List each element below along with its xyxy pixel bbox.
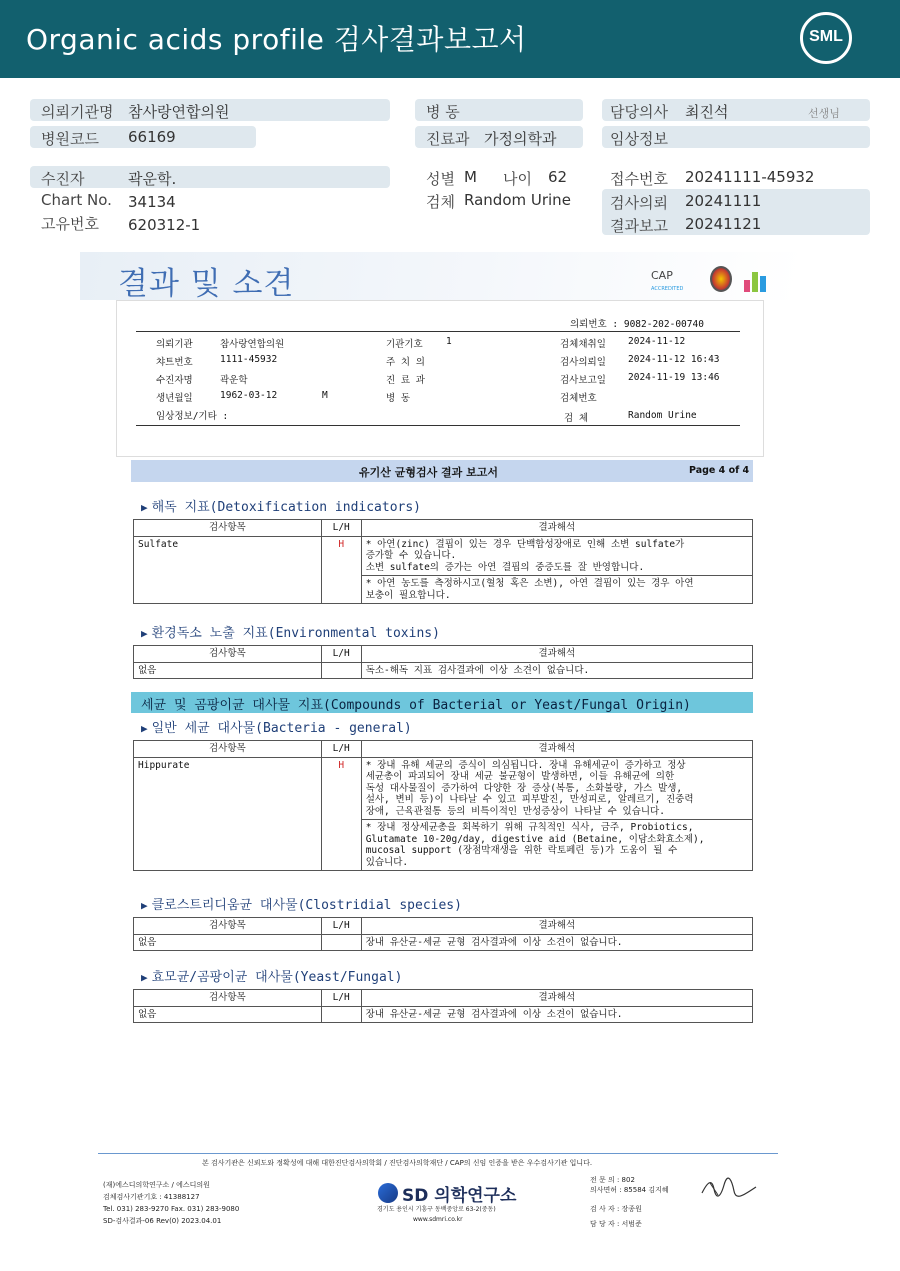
sml-logo bbox=[800, 12, 852, 64]
triangle-icon: ▶ bbox=[141, 722, 148, 735]
request-number: 의뢰번호 : 9082-202-00740 bbox=[570, 319, 704, 330]
report-header bbox=[0, 0, 900, 78]
col-item: 검사항목 bbox=[134, 520, 322, 537]
report-title: 결과 및 소견 bbox=[118, 266, 295, 302]
uid-value: 620312-1 bbox=[128, 216, 201, 234]
doctor-value: 최진석 bbox=[685, 103, 729, 121]
dept-label: 진료과 bbox=[426, 130, 470, 148]
certification-text: 본 검사기관은 신뢰도와 정확성에 대해 대한진단검사의학회 / 진단검사의학재단 / CAP의 신임 인증을 받은 우수검사기관 입니다. bbox=[202, 1159, 593, 1167]
label-collect-date: 검체채취일 bbox=[560, 339, 606, 350]
col-item: 검사항목 bbox=[134, 918, 322, 935]
label-specimen: 검 체 bbox=[564, 413, 589, 424]
specimen-label: 검체 bbox=[426, 193, 455, 211]
col-lh: L/H bbox=[321, 918, 361, 935]
table-header-row bbox=[134, 918, 753, 935]
table-bacteria bbox=[133, 740, 753, 871]
result-note: * 장내 유해 세균의 증식이 의심됩니다. 장내 유해세균이 증가하고 정상 세균총이 파괴되어 장내 세균 불균형이 발생하면, 이들 유해균에 의한 독성 대사물질이 증가하여 다양한 장 증상(복통, 소화불량, 가스 발생, 설사, 변비 등)이 나타날 수 있고 피부발진, 만성피로, 알레르기, 진중력 장애, 근육관절통 등의 비특이적인 만성증상이 나타날 수 있습니다. bbox=[361, 757, 752, 820]
col-lh: L/H bbox=[321, 990, 361, 1007]
flag-high: H bbox=[321, 757, 361, 871]
table-detox bbox=[133, 519, 753, 604]
col-result: 결과해석 bbox=[361, 520, 752, 537]
lab-name: (재)에스디의학연구소 / 에스디의원 bbox=[103, 1181, 210, 1189]
sd-brand: SD 의학연구소 bbox=[402, 1186, 517, 1206]
value-specimen: Random Urine bbox=[628, 410, 697, 421]
signature-icon bbox=[700, 1175, 758, 1201]
section-detox-title: 해독 지표(Detoxification indicators) bbox=[151, 500, 422, 515]
table-row bbox=[134, 757, 753, 820]
table-clostridial bbox=[133, 917, 753, 951]
seal-icon bbox=[710, 266, 732, 292]
col-item: 검사항목 bbox=[134, 990, 322, 1007]
receipt-value: 20241111-45932 bbox=[685, 168, 815, 186]
table-row bbox=[134, 934, 753, 951]
result-report bbox=[80, 252, 798, 1047]
triangle-icon: ▶ bbox=[141, 971, 148, 984]
table-header-row bbox=[134, 990, 753, 1007]
value-collect-date: 2024-11-12 bbox=[628, 336, 686, 347]
table-env bbox=[133, 645, 753, 679]
section-yeast-title: 효모균/곰팡이균 대사물(Yeast/Fungal) bbox=[151, 970, 403, 985]
result-note: 장내 유산균-세균 균형 검사결과에 이상 소견이 없습니다. bbox=[361, 934, 752, 951]
specimen-value: Random Urine bbox=[464, 191, 571, 209]
form-revision: SD-검사결과-06 Rev(0) 2023.04.01 bbox=[103, 1217, 222, 1225]
label-report-date: 검사보고일 bbox=[560, 375, 606, 386]
col-item: 검사항목 bbox=[134, 646, 322, 663]
table-row bbox=[134, 662, 753, 679]
lab-code: 검체검사기관기호 : 41388127 bbox=[103, 1193, 200, 1201]
triangle-icon: ▶ bbox=[141, 899, 148, 912]
section-detox bbox=[141, 496, 421, 515]
report-banner bbox=[131, 460, 753, 482]
uid-label: 고유번호 bbox=[41, 215, 99, 233]
specialist-line: 전 문 의 : 802 bbox=[590, 1176, 635, 1184]
chart-label: Chart No. bbox=[41, 191, 112, 209]
value-sex: M bbox=[322, 390, 328, 401]
value-request-date: 2024-11-12 16:43 bbox=[628, 354, 720, 365]
col-result: 결과해석 bbox=[361, 990, 752, 1007]
section-clostridial-title: 클로스트리디움균 대사물(Clostridial species) bbox=[151, 898, 462, 913]
item-none: 없음 bbox=[134, 934, 322, 951]
banner-title: 유기산 균형검사 결과 보고서 bbox=[359, 466, 498, 479]
footer-divider bbox=[98, 1153, 778, 1154]
doctor-label: 담당의사 bbox=[610, 103, 668, 121]
page-title: Organic acids profile 검사결과보고서 bbox=[26, 23, 527, 56]
triangle-icon: ▶ bbox=[141, 501, 148, 514]
section-env-title: 환경독소 노출 지표(Environmental toxins) bbox=[151, 626, 440, 641]
dept-value: 가정의학과 bbox=[484, 130, 557, 148]
item-hippurate: Hippurate bbox=[134, 757, 322, 871]
age-value: 62 bbox=[548, 168, 568, 186]
request-value: 20241111 bbox=[685, 192, 762, 210]
sd-logo-icon bbox=[378, 1183, 398, 1203]
ward-label: 병 동 bbox=[426, 103, 460, 121]
table-row bbox=[134, 1006, 753, 1023]
label-chart-no: 챠트번호 bbox=[156, 357, 193, 368]
lab-bars-icon bbox=[744, 268, 766, 292]
triangle-icon: ▶ bbox=[141, 627, 148, 640]
section-env bbox=[141, 622, 440, 641]
code-label: 병원코드 bbox=[41, 130, 99, 148]
sml-logo-text: SML bbox=[809, 28, 843, 45]
divider bbox=[136, 331, 740, 332]
name-label: 수진자 bbox=[41, 170, 85, 188]
section-band-title: 세균 및 곰팡이균 대사물 지표(Compounds of Bacterial or Yeast/Fungal Origin) bbox=[141, 698, 691, 713]
report-label: 결과보고 bbox=[610, 217, 668, 235]
label-org-code: 기관기호 bbox=[386, 339, 423, 350]
examiner-line: 검 사 자 : 장종원 bbox=[590, 1205, 642, 1213]
sex-label: 성별 bbox=[426, 170, 455, 188]
col-result: 결과해석 bbox=[361, 646, 752, 663]
table-row bbox=[134, 536, 753, 576]
lab-website: www.sdmri.co.kr bbox=[413, 1216, 463, 1223]
code-value: 66169 bbox=[128, 128, 176, 146]
manager-line: 담 당 자 : 서범준 bbox=[590, 1220, 642, 1228]
divider bbox=[136, 425, 740, 426]
name-value: 곽운학. bbox=[128, 170, 177, 188]
section-band bbox=[131, 692, 753, 713]
section-bacteria-title: 일반 세균 대사물(Bacteria - general) bbox=[151, 721, 412, 736]
value-org-code: 1 bbox=[446, 336, 452, 347]
section-yeast bbox=[141, 966, 402, 985]
lab-address: 경기도 용인시 기흥구 동백중앙로 63-2(중동) bbox=[377, 1206, 496, 1213]
lab-contact: Tel. 031) 283-9270 Fax. 031) 283-9080 bbox=[103, 1205, 240, 1213]
result-note: * 아연 농도를 측정하시고(혈청 혹은 소변), 아연 결핍이 있는 경우 아연 보충이 필요합니다. bbox=[361, 576, 752, 604]
value-report-date: 2024-11-19 13:46 bbox=[628, 372, 720, 383]
table-header-row bbox=[134, 741, 753, 758]
col-lh: L/H bbox=[321, 646, 361, 663]
receipt-label: 접수번호 bbox=[610, 170, 668, 188]
page-indicator: Page 4 of 4 bbox=[689, 465, 750, 476]
doctor-suffix: 선생님 bbox=[808, 107, 840, 120]
label-clinical-info: 임상정보/기타 : bbox=[156, 411, 229, 422]
flag-high: H bbox=[321, 536, 361, 604]
section-bacteria bbox=[141, 717, 412, 736]
clinical-label: 임상정보 bbox=[610, 130, 668, 148]
value-patient-name: 곽운학 bbox=[220, 375, 248, 386]
label-requester: 의뢰기관 bbox=[156, 339, 193, 350]
col-lh: L/H bbox=[321, 520, 361, 537]
age-label: 나이 bbox=[503, 170, 532, 188]
result-note: 독소-해독 지표 검사결과에 이상 소견이 없습니다. bbox=[361, 662, 752, 679]
label-ward: 병 동 bbox=[386, 393, 411, 404]
chart-value: 34134 bbox=[128, 193, 176, 211]
org-value: 참사랑연합의원 bbox=[128, 103, 230, 121]
label-patient-name: 수진자명 bbox=[156, 375, 193, 386]
item-none: 없음 bbox=[134, 1006, 322, 1023]
col-lh: L/H bbox=[321, 741, 361, 758]
table-yeast bbox=[133, 989, 753, 1023]
label-department: 진 료 과 bbox=[386, 375, 425, 386]
item-none: 없음 bbox=[134, 662, 322, 679]
sex-value: M bbox=[464, 168, 477, 186]
label-specimen-no: 검체번호 bbox=[560, 393, 597, 404]
label-physician: 주 치 의 bbox=[386, 357, 425, 368]
value-chart-no: 1111-45932 bbox=[220, 354, 278, 365]
result-note: * 장내 정상세균총을 회복하기 위해 규칙적인 식사, 금주, Probiotics, Glutamate 10-20g/day, digestive aid (Betaine, 이담소화효소제), mucosal support (장점막재생을 위한 락토페린 등)가 도움이 될 수 있습니다. bbox=[361, 820, 752, 871]
value-requester: 참사랑연합의원 bbox=[220, 339, 285, 350]
label-request-date: 검사의뢰일 bbox=[560, 357, 606, 368]
cap-logo-sub: ACCREDITED bbox=[651, 286, 684, 292]
label-birth-date: 생년월일 bbox=[156, 393, 193, 404]
cap-logo-text: CAP bbox=[651, 269, 673, 282]
report-value: 20241121 bbox=[685, 215, 762, 233]
col-result: 결과해석 bbox=[361, 741, 752, 758]
org-label: 의뢰기관명 bbox=[41, 103, 114, 121]
section-clostridial bbox=[141, 894, 462, 913]
result-note: * 아연(zinc) 결핍이 있는 경우 단백합성장애로 인해 소변 sulfate가 증가할 수 있습니다. 소변 sulfate의 증가는 아연 결핍의 중증도를 잘 반영합니다. bbox=[361, 536, 752, 576]
item-sulfate: Sulfate bbox=[134, 536, 322, 604]
col-item: 검사항목 bbox=[134, 741, 322, 758]
table-header-row bbox=[134, 520, 753, 537]
request-label: 검사의뢰 bbox=[610, 194, 668, 212]
col-result: 결과해석 bbox=[361, 918, 752, 935]
table-header-row bbox=[134, 646, 753, 663]
cap-logo bbox=[651, 270, 683, 295]
value-birth-date: 1962-03-12 bbox=[220, 390, 278, 401]
license-line: 의사면허 : 85584 김지혜 bbox=[590, 1186, 669, 1194]
result-note: 장내 유산균-세균 균형 검사결과에 이상 소견이 없습니다. bbox=[361, 1006, 752, 1023]
